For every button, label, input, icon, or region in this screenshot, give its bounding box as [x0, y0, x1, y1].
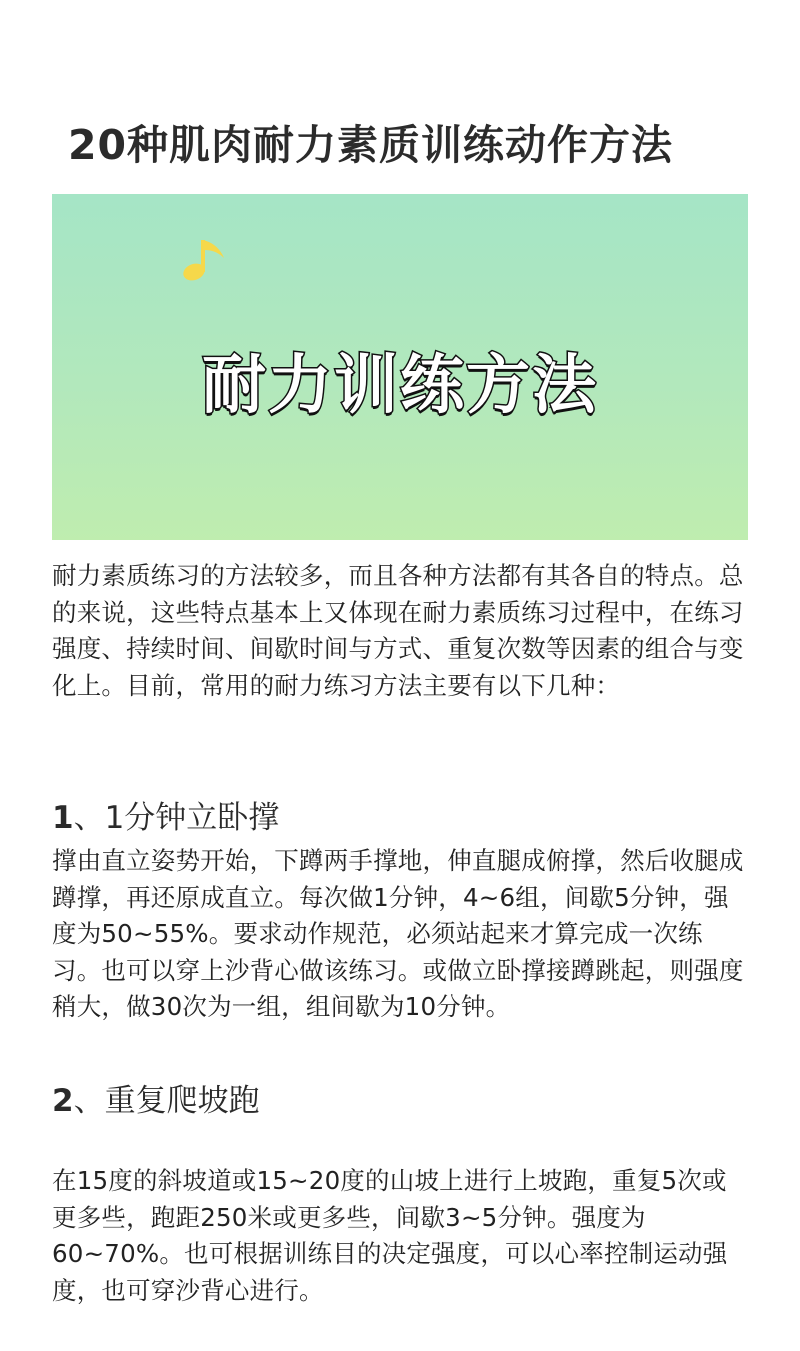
banner-image — [52, 194, 748, 540]
section-heading-text: 、重复爬坡跑 — [73, 1083, 260, 1119]
music-note-icon — [180, 232, 232, 284]
section-heading-2 — [52, 1075, 260, 1120]
intro-paragraph: 耐力素质练习的方法较多，而且各种方法都有其各自的特点。总的来说，这些特点基本上又体现在耐力素质练习过程中，在练习强度、持续时间、间歇时间与方式、重复次数等因素的组合与变化上。目前，常用的耐力练习方法主要有以下几种： — [52, 561, 744, 700]
section-heading-1 — [52, 792, 279, 837]
banner-caption: 耐力训练方法 — [202, 349, 598, 423]
section-number: 1 — [52, 800, 74, 836]
section-body-1: 撑由直立姿势开始，下蹲两手撑地，伸直腿成俯撑，然后收腿成蹲撑，再还原成直立。每次做1分钟，4~6组，间歇5分钟，强度为50~55%。要求动作规范，必须站起来才算完成一次练习。也可以穿上沙背心做该练习。或做立卧撑接蹲跳起，则强度稍大，做30次为一组，组间歇为10分钟。 — [52, 846, 744, 1021]
section-heading-text: 、1分钟立卧撑 — [73, 800, 280, 836]
article-title: 20种肌肉耐力素质训练动作方法 — [68, 121, 674, 169]
section-body-2: 在15度的斜坡道或15~20度的山坡上进行上坡跑，重复5次或更多些，跑距250米或更多些，间歇3~5分钟。强度为60~70%。也可根据训练目的决定强度，可以心率控制运动强度，也可穿沙背心进行。 — [52, 1166, 728, 1305]
section-number: 2 — [52, 1083, 74, 1119]
